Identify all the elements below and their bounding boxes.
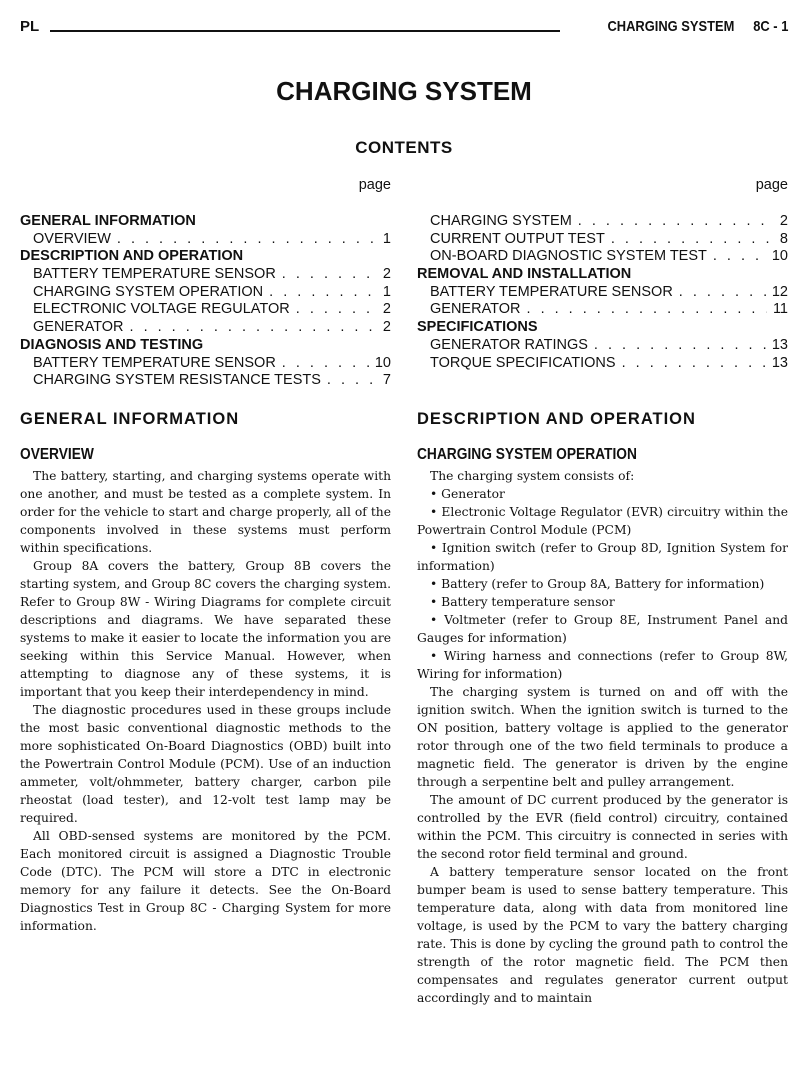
section-heading-general-information: GENERAL INFORMATION [20,410,240,428]
toc-entry-label: CHARGING SYSTEM RESISTANCE TESTS [33,372,321,389]
header-section [607,18,788,35]
toc-list [20,213,391,390]
bullet-text: Battery (refer to Group 8A, Battery for information) [441,577,765,591]
toc-entry[interactable] [20,301,391,319]
toc-entry-page: 2 [382,266,391,283]
toc-entry[interactable] [417,355,788,373]
toc-entry-label: CHARGING SYSTEM [430,213,572,229]
toc-entry[interactable] [20,355,391,373]
toc-entry[interactable] [417,284,788,302]
toc-entry-label: CHARGING SYSTEM OPERATION [33,283,264,300]
paragraph: The battery, starting, and charging systems operate with one another, and must be tested as a complete system. In order for the vehicle to start and charge properly, all of the components involved in these systems must perform within specifications. [20,469,391,555]
toc-entry-label: ON-BOARD DIAGNOSTIC SYSTEM TEST [430,248,707,265]
paragraph: The diagnostic procedures used in these groups include the most basic conventional diagnostic methods to the more sophisticated On-Board Diagnostics (OBD) built into the Powertrain Control Module (PCM). Use of an induction ammeter, volt/ohmmeter, battery charger, carbon pile rheostat (load tester), and 12-volt test lamp may be required. [20,703,391,825]
toc-entry[interactable] [20,372,391,390]
toc-leader-dots [282,355,369,373]
toc-leader-dots [282,266,377,284]
bullet-text: Electronic Voltage Regulator (EVR) circuitry within the Powertrain Control Module (PCM) [417,505,788,537]
paragraph: A battery temperature sensor located on the front bumper beam is used to sense battery temperature. This temperature data, along with data from monitored line voltage, is used by the PCM to vary the battery charging rate. This is done by cycling the ground path to control the strength of the rotor magnetic field. The PCM then compensates and regulates generator current output accordingly and to maintain [417,865,788,1005]
toc-entry-label: CURRENT OUTPUT TEST [430,230,605,247]
toc-entry-page: 7 [382,372,391,389]
subheading-overview: OVERVIEW [20,446,94,463]
bullet-item: • Voltmeter (refer to Group 8E, Instrument Panel and Gauges for information) [417,613,789,645]
paragraph: The charging system is turned on and off with the ignition switch. When the ignition switch is turned to the ON position, battery voltage is applied to the generator rotor through one of the two field terminals to produce a magnetic field. The generator is driven by the engine through a serpentine belt and pulley arrangement. [417,685,788,789]
toc-list [417,213,788,372]
paragraph: The amount of DC current produced by the generator is controlled by the EVR (field control) circuitry, contained within the PCM. This circuitry is connected in series with the second rotor field terminal and ground. [417,793,788,861]
toc-entry-page: 2 [382,319,391,336]
header-section-title: CHARGING SYSTEM [607,18,734,35]
toc-entry[interactable] [417,248,788,266]
bullet-item: • Ignition switch (refer to Group 8D, Ignition System for information) [417,541,788,573]
header-model: PL [20,18,40,35]
toc-leader-dots [130,319,377,337]
toc-entry-page: 10 [771,248,788,265]
toc-leader-dots [296,301,377,319]
toc-leader-dots [594,337,766,355]
intro-paragraph: The charging system consists of: [430,469,635,483]
bullet-text: Ignition switch (refer to Group 8D, Ignition System for information) [417,541,788,573]
paragraph: Group 8A covers the battery, Group 8B covers the starting system, and Group 8C covers the charging system. Refer to Group 8W - Wiring Diagrams for complete circuit descriptions and diagrams. We have separated these systems to make it easier to locate the information you are seeking within this Service Manual. However, when attempting to diagnose any of these systems, it is important that you keep their interdependency in mind. [20,559,391,699]
toc-leader-dots [269,284,377,302]
paragraph: All OBD-sensed systems are monitored by the PCM. Each monitored circuit is assigned a Diagnostic Trouble Code (DTC). The PCM will store a DTC in electronic memory for any failure it detects. See the On-Board Diagnostics Test in Group 8C - Charging System for more information. [20,829,391,933]
toc-entry[interactable] [20,266,391,284]
toc-entry-page: 10 [374,354,391,371]
toc-entry-page: 13 [771,336,788,353]
toc-entry[interactable] [20,284,391,302]
header-rule [50,30,560,32]
toc-page-label: page [358,177,391,193]
bullet-item: • Battery (refer to Group 8A, Battery for information) [430,577,765,591]
toc-right [417,176,788,372]
toc-entry-page: 13 [771,354,788,371]
toc-leader-dots [679,284,766,302]
toc-entry[interactable] [417,301,788,319]
bullet-text: Battery temperature sensor [441,595,615,609]
toc-entry-page: 1 [382,283,391,300]
toc-entry-page: 2 [382,301,391,318]
bullet-item: • Electronic Voltage Regulator (EVR) circuitry within the Powertrain Control Module (PCM) [417,505,788,537]
toc-section-heading: DIAGNOSIS AND TESTING [20,336,204,353]
bullet-item: • Battery temperature sensor [430,595,615,609]
toc-section-heading: DESCRIPTION AND OPERATION [20,248,244,265]
toc-entry-page: 11 [772,301,788,318]
bullet-item: • Generator [430,487,505,501]
toc-entry[interactable] [417,213,788,231]
toc-leader-dots [327,372,377,390]
toc-entry-label: BATTERY TEMPERATURE SENSOR [33,266,276,283]
page-header [20,14,788,40]
contents-heading: CONTENTS [355,138,453,157]
bullet-text: Voltmeter (refer to Group 8E, Instrument Panel and Gauges for information) [417,613,789,645]
toc-leader-dots [622,355,766,373]
toc-leader-dots [713,248,766,266]
toc-page-label: page [755,177,788,193]
toc-entry-page: 12 [771,283,788,300]
toc-entry-label: ELECTRONIC VOLTAGE REGULATOR [33,301,290,318]
toc-entry[interactable] [417,337,788,355]
toc-entry[interactable] [20,231,391,249]
toc-entry[interactable] [417,231,788,249]
header-page-number: 8C - 1 [752,18,788,35]
toc-left [20,176,391,390]
toc-entry-page: 8 [779,230,788,247]
toc-leader-dots [117,231,377,249]
section-heading-description-operation: DESCRIPTION AND OPERATION [417,410,696,428]
toc-entry-page: 2 [779,213,788,229]
toc-leader-dots [527,301,767,319]
bullet-item: • Wiring harness and connections (refer to Group 8W, Wiring for information) [417,649,788,681]
overview-body [20,467,391,935]
toc-entry-label: GENERATOR RATINGS [430,336,588,353]
toc-entry-label: BATTERY TEMPERATURE SENSOR [430,283,673,300]
bullet-text: Generator [441,487,505,501]
toc-entry-label: BATTERY TEMPERATURE SENSOR [33,354,276,371]
toc-section-heading: GENERAL INFORMATION [20,213,196,229]
toc-entry[interactable] [20,319,391,337]
toc-entry-page: 1 [382,230,391,247]
toc-entry-label: TORQUE SPECIFICATIONS [430,354,616,371]
toc-section-heading: REMOVAL AND INSTALLATION [417,266,632,283]
toc-leader-dots [611,231,774,249]
subheading-charging-system-operation: CHARGING SYSTEM OPERATION [417,446,637,463]
toc-entry-label: GENERATOR [33,319,124,336]
toc-entry-label: OVERVIEW [33,230,111,247]
toc-section-heading: SPECIFICATIONS [417,319,538,336]
toc-leader-dots [578,213,774,231]
bullet-text: Wiring harness and connections (refer to Group 8W, Wiring for information) [417,649,788,681]
charging-operation-body [417,467,788,1007]
page-title: CHARGING SYSTEM [276,76,532,106]
toc-entry-label: GENERATOR [430,301,521,318]
